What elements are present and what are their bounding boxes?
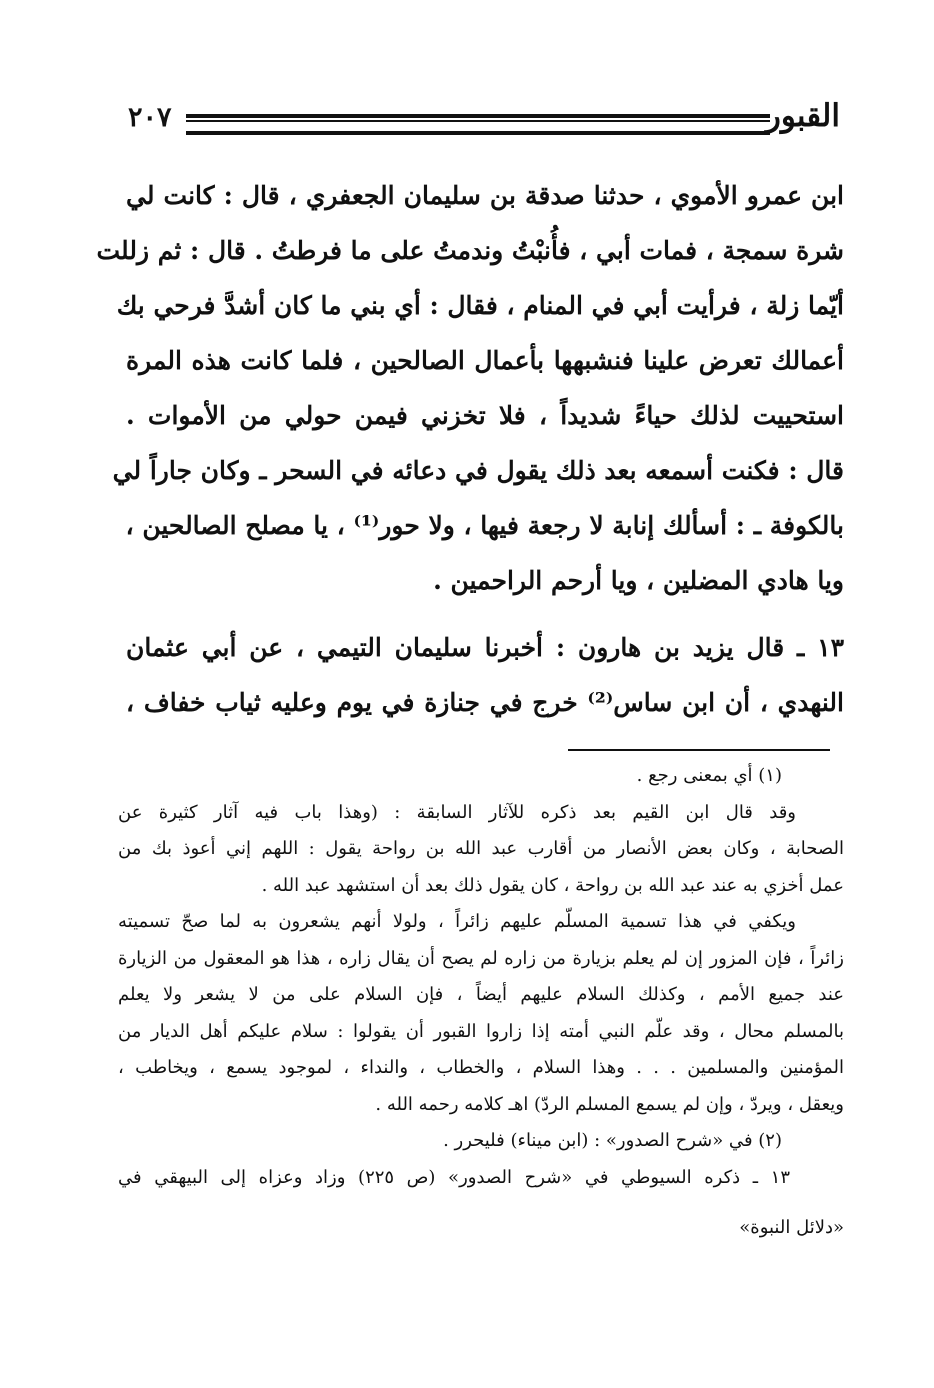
text-line: أيّما زلة ، فرأيت أبي في المنام ، فقال : أي بني ما كان أشدَّ فرحي بك <box>116 291 844 320</box>
text-line: استحييت لذلك حياءً شديداً ، فلا تخزني فيمن حولي من الأموات . <box>126 401 844 430</box>
footnote-line: عمل أخزي به عند عبد الله بن رواحة ، كان يقول ذلك بعد أن استشهد عبد الله . <box>261 874 844 896</box>
footnote-line: ويعقل ، ويردّ ، وإن لم يسمع المسلم الردّ) اهـ كلامه رحمه الله . <box>375 1093 844 1115</box>
text-line: شرة سمجة ، فمات أبي ، فأُنبْتُ وندمتُ على ما فرطتُ . قال : ثم زللت <box>96 236 844 265</box>
footnote-line: عند جميع الأمم ، وكذلك السلام عليهم أيضاً ، فإن السلام على من لا يشعر ولا يعلم <box>118 984 844 1005</box>
running-title: القبور <box>765 98 840 134</box>
footnote-line: ١٣ ـ ذكره السيوطي في «شرح الصدور» (ص ٢٢٥) وزاد وعزاه إلى البيهقي في <box>118 1166 790 1188</box>
footnote-line: وقد قال ابن القيم بعد ذكره للآثار السابقة : (وهذا باب فيه آثار كثيرة عن <box>118 801 796 823</box>
text-line: بالكوفة ـ : أسألك إنابة لا رجعة فيها ، ولا حور⁽¹⁾ ، يا مصلح الصالحين ، <box>125 511 844 540</box>
footnote-line: «دلائل النبوة» <box>739 1217 844 1238</box>
page-header <box>128 98 840 148</box>
text-line: ١٣ ـ قال يزيد بن هارون : أخبرنا سليمان التيمي ، عن أبي عثمان <box>126 633 844 662</box>
main-text <box>96 168 844 730</box>
footnote-line: الصحابة ، وكان بعض الأنصار من أقارب عبد الله بن رواحة يقول : اللهم إني أعوذ بك من <box>118 838 844 859</box>
footnote-separator <box>568 749 830 751</box>
footnote-line: بالمسلم محال ، وقد علّم النبي أمته إذا زاروا القبور أن يقولوا : سلام عليكم أهل الديار من <box>118 1020 844 1042</box>
header-rule <box>186 114 770 135</box>
footnote-line: ويكفي في هذا تسمية المسلّم عليهم زائراً ، ولولا أنهم يشعرون به لما صحّ تسميته <box>118 911 796 932</box>
text-line: النهدي ، أن ابن ساس⁽²⁾ خرج في جنازة في يوم وعليه ثياب خفاف ، <box>126 688 844 717</box>
text-line: قال : فكنت أسمعه بعد ذلك يقول في دعائه في السحر ـ وكان جاراً لي <box>112 456 844 485</box>
footnotes <box>118 758 844 1247</box>
footnote-line: (٢) في «شرح الصدور» : (ابن ميناء) فليحرر . <box>443 1130 782 1151</box>
footnote-line: المؤمنين والمسلمين . . . وهذا السلام ، والخطاب ، والنداء ، لموجود يسمع ، ويخاطب ، <box>118 1057 844 1078</box>
text-line: أعمالك تعرض علينا فنشبهها بأعمال الصالحين ، فلما كانت هذه المرة <box>126 346 844 375</box>
text-line: ويا هادي المضلين ، ويا أرحم الراحمين . <box>433 566 844 595</box>
footnote-line: (١) أي بمعنى رجع . <box>636 765 782 786</box>
text-line: ابن عمرو الأموي ، حدثنا صدقة بن سليمان الجعفري ، قال : كانت لي <box>126 181 844 210</box>
page-number: ٢٠٧ <box>128 102 172 133</box>
footnote-line: زائراً ، فإن المزور إن لم يعلم بزيارة من زاره لم يصح أن يقال زاره ، هذا هو المعقول من الزيارة <box>118 947 844 969</box>
